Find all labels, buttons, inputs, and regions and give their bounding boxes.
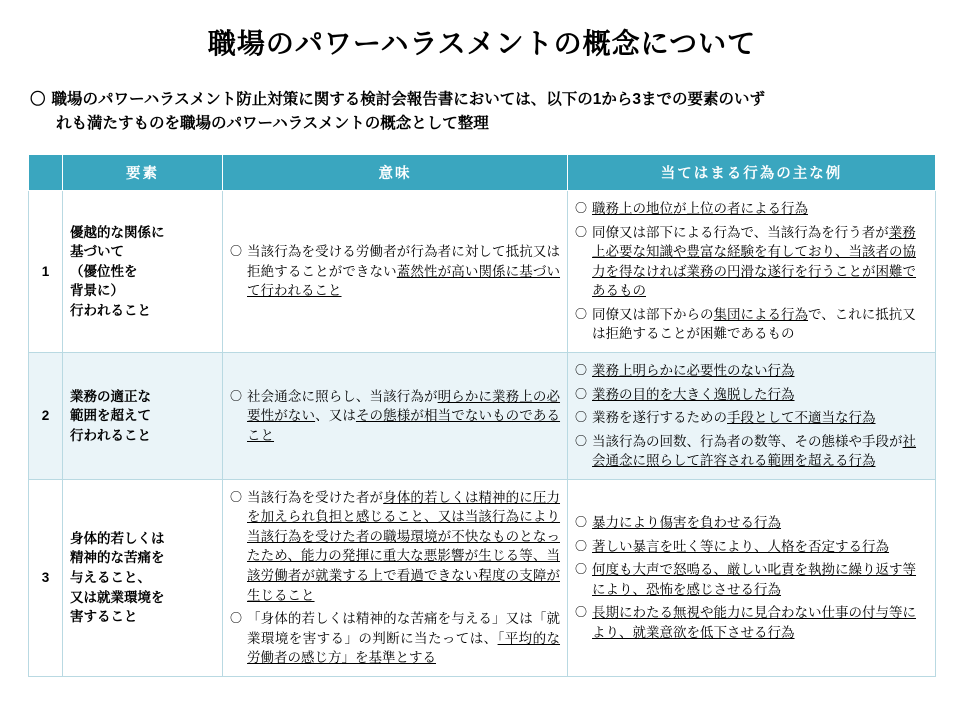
example-item-text [592, 223, 928, 301]
meaning-item [230, 609, 560, 668]
example-item-text [592, 408, 928, 428]
example-item [575, 199, 928, 219]
table-header-row [29, 155, 936, 191]
row-example [568, 352, 936, 479]
meaning-item [230, 488, 560, 605]
circle-bullet-icon: 〇 [230, 489, 243, 504]
meaning-text-pre: 当該行為を受けた者が [247, 489, 384, 505]
concept-table [28, 154, 936, 677]
example-item-text [592, 361, 928, 381]
lead-line-2: れも満たすものを職場のパワーハラスメントの概念として整理 [56, 115, 489, 133]
circle-bullet-icon: 〇 [575, 562, 588, 577]
example-text-underlined: 業務上明らかに必要性のない行為 [592, 362, 795, 378]
row-number: 3 [29, 479, 63, 676]
table-row [29, 191, 936, 353]
example-item [575, 537, 928, 557]
example-item [575, 513, 928, 533]
meaning-text-pre: 社会通念に照らし、当該行為が [247, 388, 438, 404]
table-row [29, 479, 936, 676]
row-element [63, 191, 223, 353]
circle-bullet-icon: 〇 [230, 611, 243, 626]
element-line: 与えること、 [70, 570, 151, 586]
element-line: 優越的な関係に [70, 224, 165, 240]
example-item-text [592, 432, 928, 471]
page-title: 職場のパワーハラスメントの概念について [207, 28, 757, 59]
row-number: 1 [29, 191, 63, 353]
example-item [575, 560, 928, 599]
example-text-underlined: 職務上の地位が上位の者による行為 [592, 201, 809, 217]
example-text-pre: 当該行為の回数、行為者の数等、その態様や手段が [592, 433, 903, 449]
meaning-item [230, 387, 560, 446]
element-line: （優位性を [70, 263, 138, 279]
element-line: 身体的若しくは [70, 530, 165, 546]
row-example [568, 479, 936, 676]
element-line: 精神的な苦痛を [70, 550, 165, 566]
example-text-pre: 業務を遂行するための [592, 410, 728, 426]
example-item [575, 305, 928, 344]
example-item-text [592, 603, 928, 642]
row-example [568, 191, 936, 353]
example-item-text [592, 560, 928, 599]
example-item [575, 385, 928, 405]
example-text-underlined: 業務の目的を大きく逸脱した行為 [592, 386, 795, 402]
example-text-underlined: 集団による行為 [713, 306, 809, 322]
example-text-underlined: 著しい暴言を吐く等により、人格を否定する行為 [592, 538, 890, 554]
meaning-item [230, 242, 560, 301]
meaning-text-pre: 当該行為を受ける労働者が行為者に対して抵抗又は拒絶することができない [247, 244, 560, 279]
example-text-pre: 同僚又は部下による行為で、当該行為を行う者が [592, 224, 889, 240]
row-meaning [223, 479, 568, 676]
circle-bullet-icon: 〇 [230, 244, 243, 259]
circle-bullet-icon: 〇 [575, 306, 588, 321]
example-item-text [592, 305, 928, 344]
example-item [575, 361, 928, 381]
meaning-text-underlined: 明らかに業務上の必要性がない [247, 388, 561, 424]
example-item [575, 408, 928, 428]
example-item-text [592, 199, 928, 219]
element-line: 行われること [70, 302, 151, 318]
row-element [63, 352, 223, 479]
example-text-post: で、これに抵抗又は拒絶することが困難であるもの [592, 306, 916, 342]
circle-bullet-icon: 〇 [575, 538, 588, 553]
table-row [29, 352, 936, 479]
circle-bullet-icon: 〇 [575, 410, 588, 425]
circle-bullet-icon: 〇 [230, 388, 243, 403]
circle-bullet-icon: 〇 [575, 386, 588, 401]
lead-bullet-icon: 〇 [30, 91, 46, 108]
circle-bullet-icon: 〇 [575, 362, 588, 377]
element-line: 基づいて [70, 244, 124, 260]
circle-bullet-icon: 〇 [575, 224, 588, 239]
circle-bullet-icon: 〇 [575, 515, 588, 530]
lead-line-1: 職場のパワーハラスメント防止対策に関する検討会報告書においては、以下の1から3までの要素のいず [51, 91, 766, 108]
lead-paragraph [30, 88, 936, 136]
example-item-text [592, 385, 928, 405]
element-line: 業務の適正な [70, 388, 151, 404]
example-text-underlined: 長期にわたる無視や能力に見合わない仕事の付与等により、就業意欲を低下させる行為 [592, 605, 917, 640]
meaning-item-text [247, 387, 560, 446]
meaning-text-underlined: 身体的若しくは精神的に圧力を加えられ負担と感じること [247, 489, 561, 525]
circle-bullet-icon: 〇 [575, 201, 588, 216]
meaning-text-post: 、又は当該行為により当該行為を受けた者の職場環境が不快なものとなったため、能力の発揮に重大な悪影響が生じる等、当該労働者が就業する上で看過できない程度の支障が生じること [247, 509, 561, 603]
meaning-item-text [247, 609, 560, 668]
meaning-text-pre: 「身体的若しくは精神的な苦痛を与える」又は「就業環境を害する」の判断に当たっては、 [247, 611, 560, 646]
example-item-text [592, 513, 928, 533]
row-element [63, 479, 223, 676]
element-line: 範囲を超えて [70, 408, 151, 424]
element-line: 害すること [70, 609, 138, 625]
header-element: 要素 [63, 155, 223, 191]
example-text-underlined: 何度も大声で怒鳴る、厳しい叱責を執拗に繰り返す等により、恐怖を感じさせる行為 [592, 562, 917, 597]
example-text-underlined: 暴力により傷害を負わせる行為 [592, 515, 782, 531]
row-number: 2 [29, 352, 63, 479]
circle-bullet-icon: 〇 [575, 433, 588, 448]
meaning-item-text [247, 242, 560, 301]
element-line: 又は就業環境を [70, 589, 165, 605]
example-text-underlined: 社会通念に照らして許容される範囲を超える行為 [592, 433, 917, 469]
slide-root [0, 22, 964, 701]
meaning-text-underlined: 蓋然性が高い関係に基づいて行われること [247, 263, 561, 299]
example-text-underlined: 手段として不適当な行為 [727, 410, 876, 426]
example-text-pre: 同僚又は部下からの [592, 306, 714, 322]
row-meaning [223, 191, 568, 353]
header-example: 当てはまる行為の主な例 [568, 155, 936, 191]
example-item [575, 603, 928, 642]
element-line: 行われること [70, 427, 151, 443]
circle-bullet-icon: 〇 [575, 605, 588, 620]
example-item [575, 432, 928, 471]
meaning-text-underlined-2: その態様が相当でないものであること [247, 408, 561, 443]
element-line: 背景に） [70, 283, 124, 299]
header-corner [29, 155, 63, 191]
example-item [575, 223, 928, 301]
row-meaning [223, 352, 568, 479]
header-meaning: 意味 [223, 155, 568, 191]
meaning-item-text [247, 488, 560, 605]
example-text-underlined: 業務上必要な知識や豊富な経験を有しており、当該者の協力を得なければ業務の円滑な遂行を行うことが困難であるもの [592, 224, 917, 299]
meaning-text-post: 、又は [315, 408, 356, 424]
meaning-text-underlined: 「平均的な労働者の感じ方」を基準とする [247, 630, 561, 666]
example-item-text [592, 537, 928, 557]
